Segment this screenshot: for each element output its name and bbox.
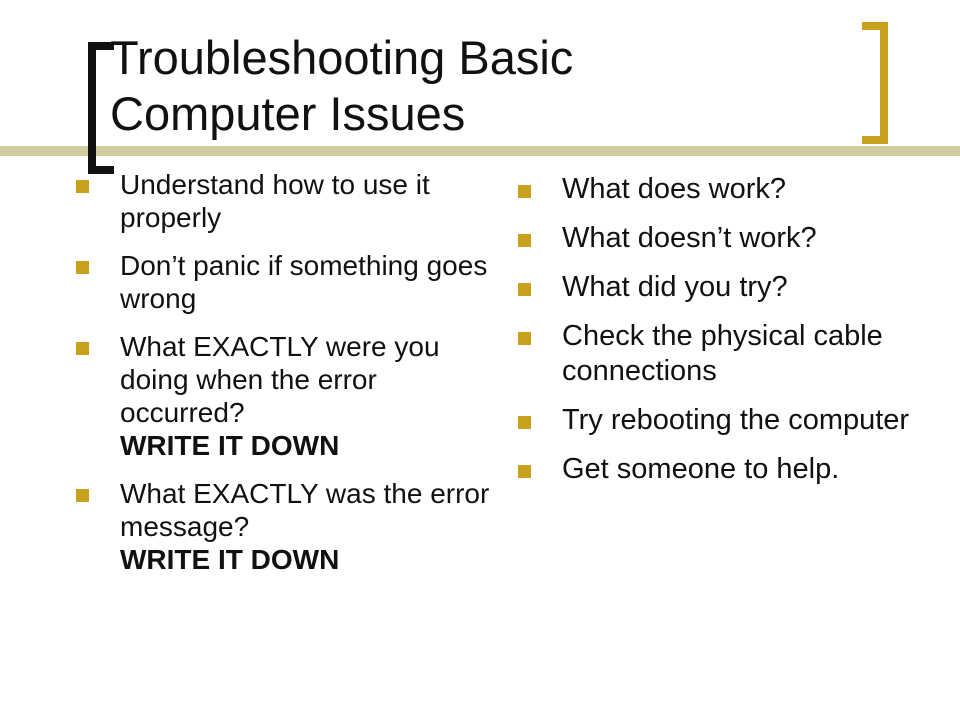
list-item [518,172,918,207]
right-bracket-decoration [862,22,888,144]
list-item-text: Don’t panic if something goes wrong [120,250,488,314]
list-item [76,330,496,462]
square-bullet-icon [76,180,89,193]
list-item [518,270,918,305]
list-item-text: What EXACTLY was the error message? [120,478,490,542]
list-item-text: Try rebooting the computer [562,404,910,436]
list-item-text: What EXACTLY were you doing when the error occurred? [120,331,440,428]
list-item-emphasis: WRITE IT DOWN [120,544,340,575]
square-bullet-icon [518,465,531,478]
list-item-text: What doesn’t work? [562,222,817,254]
square-bullet-icon [518,332,531,345]
slide-title [110,30,850,142]
list-item [76,168,496,234]
square-bullet-icon [76,261,89,274]
title-divider-rule [0,146,960,156]
square-bullet-icon [518,416,531,429]
title-line-1: Troubleshooting Basic [110,31,574,84]
list-item [76,249,496,315]
list-item [76,477,496,576]
list-item-emphasis: WRITE IT DOWN [120,430,340,461]
list-item [518,319,918,389]
square-bullet-icon [76,489,89,502]
square-bullet-icon [518,283,531,296]
list-item-text: Check the physical cable connections [562,320,883,387]
list-item-text: Get someone to help. [562,453,840,485]
square-bullet-icon [518,185,531,198]
list-item-text: What does work? [562,173,787,205]
list-item-text: Understand how to use it properly [120,169,430,233]
title-line-2: Computer Issues [110,87,466,140]
left-bullet-list [76,168,496,591]
square-bullet-icon [76,342,89,355]
square-bullet-icon [518,234,531,247]
right-bullet-list [518,172,918,501]
list-item-text: What did you try? [562,271,788,303]
list-item [518,452,918,487]
list-item [518,403,918,438]
list-item [518,221,918,256]
